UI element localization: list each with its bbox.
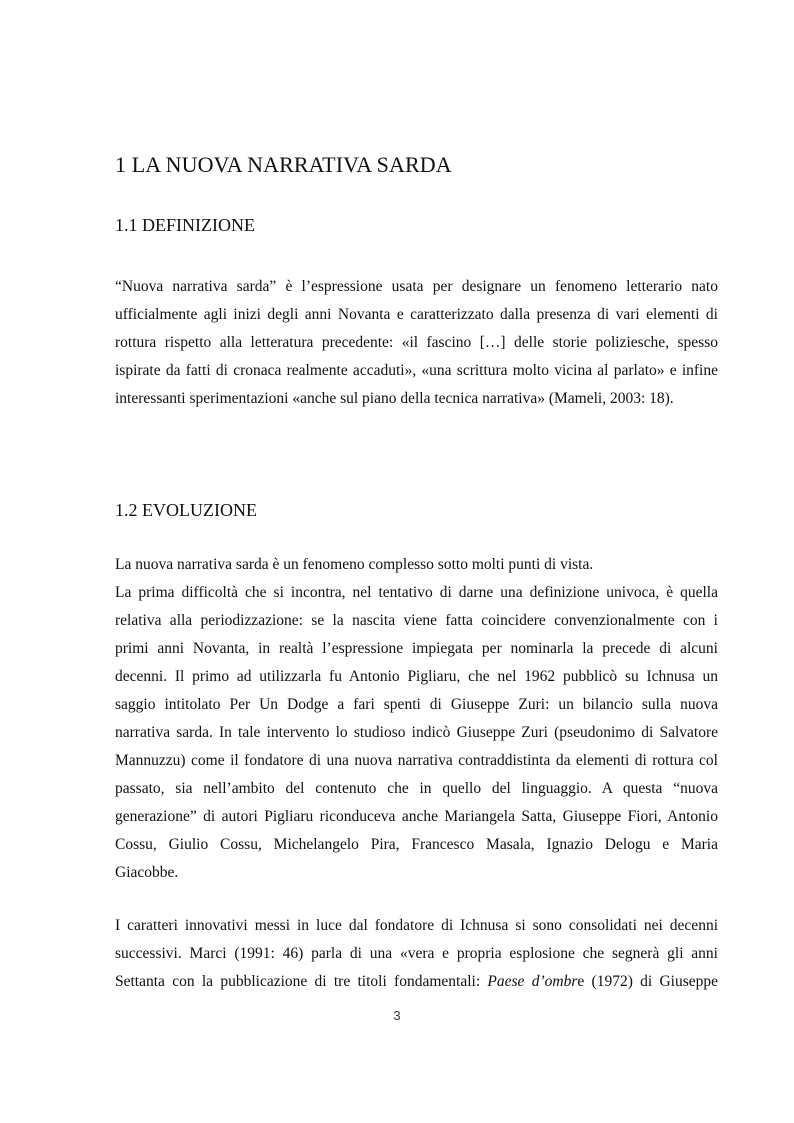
paragraph-line: Giacobbe. xyxy=(115,864,179,881)
paragraph-line: I caratteri innovativi messi in luce dal fondatore di Ichnusa si sono consolidati nei decenni xyxy=(115,917,718,934)
section-title-evoluzione: 1.2 EVOLUZIONE xyxy=(115,500,257,520)
paragraph-line: “Nuova narrativa sarda” è l’espressione usata per designare un fenomeno letterario nato xyxy=(115,278,718,295)
paragraph-line: ufficialmente agli inizi degli anni Novanta e caratterizzato dalla presenza di vari elementi di xyxy=(115,306,718,323)
chapter-title: 1 LA NUOVA NARRATIVA SARDA xyxy=(115,152,452,177)
paragraph-line: interessanti sperimentazioni «anche sul piano della tecnica narrativa» (Mameli, 2003: 18). xyxy=(115,390,674,407)
paragraph-line: Cossu, Giulio Cossu, Michelangelo Pira, Francesco Masala, Ignazio Delogu e Maria xyxy=(115,836,718,853)
paragraph-line: La nuova narrativa sarda è un fenomeno complesso sotto molti punti di vista. xyxy=(115,556,594,573)
paragraph-line: rottura rispetto alla letteratura precedente: «il fascino […] delle storie poliziesche, spesso xyxy=(115,334,718,351)
paragraph-line: Mannuzzu) come il fondatore di una nuova narrativa contraddistinta da elementi di rottura col xyxy=(115,752,718,769)
paragraph-line xyxy=(115,968,718,996)
paragraph-evoluzione xyxy=(115,579,718,887)
paragraph-evoluzione-intro xyxy=(115,551,718,579)
page-number: 3 xyxy=(393,1008,401,1023)
paragraph-caratteri-innovativi xyxy=(115,912,718,996)
paragraph-line: relativa alla periodizzazione: se la nascita viene fatta coincidere convenzionalmente con i xyxy=(115,612,718,629)
paragraph-line: primi anni Novanta, in realtà l’espressione impiegata per nominarla la precede di alcuni xyxy=(115,640,718,657)
section-title-definizione: 1.1 DEFINIZIONE xyxy=(115,215,255,235)
paragraph-line: successivi. Marci (1991: 46) parla di una «vera e propria esplosione che segnerà gli anni xyxy=(115,945,718,962)
line-text: (1972) di Giuseppe xyxy=(584,973,719,990)
book-title-upright: e xyxy=(577,973,585,990)
paragraph-line: decenni. Il primo ad utilizzarla fu Antonio Pigliaru, che nel 1962 pubblicò su Ichnusa un xyxy=(115,668,718,685)
paragraph-line: passato, sia nell’ambito del contenuto che in quello del linguaggio. A questa “nuova xyxy=(115,780,718,797)
paragraph-line: narrativa sarda. In tale intervento lo studioso indicò Giuseppe Zuri (pseudonimo di Salvatore xyxy=(115,724,718,741)
paragraph-definizione xyxy=(115,273,718,413)
paragraph-line: ispirate da fatti di cronaca realmente accaduti», «una scrittura molto vicina al parlato» e infine xyxy=(115,362,718,379)
paragraph-line: La prima difficoltà che si incontra, nel tentativo di darne una definizione univoca, è quella xyxy=(115,584,718,601)
book-title-italic: Paese d’ombr xyxy=(487,973,578,990)
line-text: Settanta con la pubblicazione di tre titoli fondamentali: xyxy=(115,973,488,990)
paragraph-line: generazione” di autori Pigliaru riconduceva anche Mariangela Satta, Giuseppe Fiori, Antonio xyxy=(115,808,718,825)
paragraph-line: saggio intitolato Per Un Dodge a fari spenti di Giuseppe Zuri: un bilancio sulla nuova xyxy=(115,696,718,713)
